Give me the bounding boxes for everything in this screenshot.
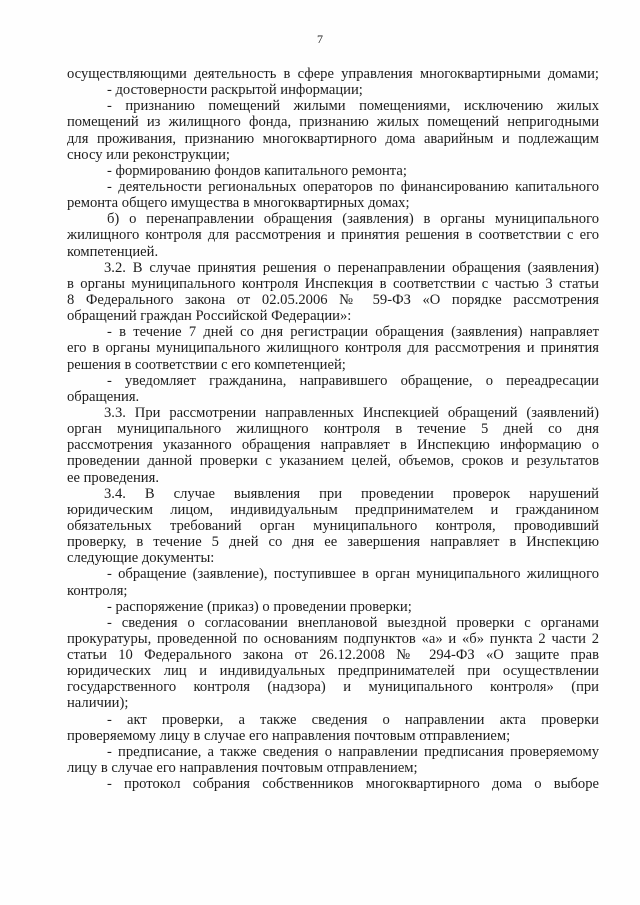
text-line: прокуратуры, проведенной по основаниям подпунктов «а» и «б» пункта 2 части 2 — [67, 630, 599, 647]
text-line: проведении данной проверки с указанием целей, объемов, сроков и результатов — [67, 453, 599, 470]
text-line: - распоряжение (приказ) о проведении проверки; — [107, 598, 412, 615]
text-line: его в органы муниципального жилищного контроля для рассмотрения и принятия — [67, 340, 599, 357]
text-line: орган муниципального жилищного контроля в течение 5 дней со дня — [67, 421, 599, 438]
text-line: проверку, в течение 5 дней со дня ее завершения направляет в Инспекцию — [67, 534, 599, 551]
document-body — [67, 66, 599, 792]
text-line: для проживания, признанию многоквартирного дома аварийным и подлежащим — [67, 130, 599, 147]
text-line: - акт проверки, а также сведения о направлении акта проверки — [107, 711, 599, 728]
text-line: контроля; — [67, 582, 128, 599]
text-line: - в течение 7 дней со дня регистрации обращения (заявления) направляет — [107, 324, 599, 341]
text-line: сносу или реконструкции; — [67, 146, 230, 163]
text-line: рассмотрения указанного обращения направляет в Инспекцию информацию о — [67, 437, 599, 454]
text-line: - достоверности раскрытой информации; — [107, 82, 363, 99]
text-line: статьи 10 Федерального закона от 26.12.2008 № 294-ФЗ «О защите прав — [67, 647, 599, 664]
text-line: 3.2. В случае принятия решения о перенаправлении обращения (заявления) — [104, 259, 599, 276]
text-line: - формированию фондов капитального ремонта; — [107, 162, 407, 179]
text-line: - протокол собрания собственников многоквартирного дома о выборе — [107, 776, 599, 793]
text-line: юридических лиц и индивидуальных предпринимателей при осуществлении — [67, 663, 599, 680]
text-line: - уведомляет гражданина, направившего обращение, о переадресации — [107, 372, 599, 389]
text-line: 3.3. При рассмотрении направленных Инспекцией обращений (заявлений) — [104, 404, 599, 421]
text-line: наличии); — [67, 695, 129, 712]
text-line: 3.4. В случае выявления при проведении проверок нарушений — [104, 485, 599, 502]
text-line: обращений граждан Российской Федерации»: — [67, 308, 352, 325]
text-line: б) о перенаправлении обращения (заявления) в органы муниципального — [107, 211, 599, 228]
text-line: обязательных требований орган муниципального контроля, проводивший — [67, 517, 599, 534]
text-line: - признанию помещений жилыми помещениями, исключению жилых — [107, 98, 599, 115]
text-line: решения в соответствии с его компетенцией; — [67, 356, 346, 373]
text-line: помещений из жилищного фонда, признанию жилых помещений непригодными — [67, 114, 599, 131]
text-line: компетенцией. — [67, 243, 159, 260]
text-line: 8 Федерального закона от 02.05.2006 № 59-ФЗ «О порядке рассмотрения — [67, 291, 599, 308]
text-line: в органы муниципального контроля Инспекция в соответствии с частью 3 статьи — [67, 275, 599, 292]
text-line: осуществляющими деятельность в сфере управления многоквартирными домами; — [67, 66, 599, 82]
text-line: ремонта общего имущества в многоквартирных домах; — [67, 195, 410, 212]
text-line: лицу в случае его направления почтовым отправлением; — [67, 760, 418, 777]
text-line: проверяемому лицу в случае его направления почтовым отправлением; — [67, 727, 511, 744]
text-line: обращения. — [67, 388, 140, 405]
text-line: юридическим лицом, индивидуальным предпринимателем и гражданином — [67, 501, 599, 518]
text-line: ее проведения. — [67, 469, 159, 486]
text-line: - сведения о согласовании внеплановой выездной проверки с органами — [107, 614, 599, 631]
text-line: - обращение (заявление), поступившее в орган муниципального жилищного — [107, 566, 599, 583]
text-line: - деятельности региональных операторов по финансированию капитального — [107, 178, 599, 195]
text-line: государственного контроля (надзора) и муниципального контроля» (при — [67, 679, 599, 696]
text-line: следующие документы: — [67, 550, 215, 567]
text-line: - предписание, а также сведения о направлении предписания проверяемому — [107, 743, 599, 760]
text-line: жилищного контроля для рассмотрения и принятия решения в соответствии с его — [67, 227, 599, 244]
page-number: 7 — [317, 32, 323, 46]
